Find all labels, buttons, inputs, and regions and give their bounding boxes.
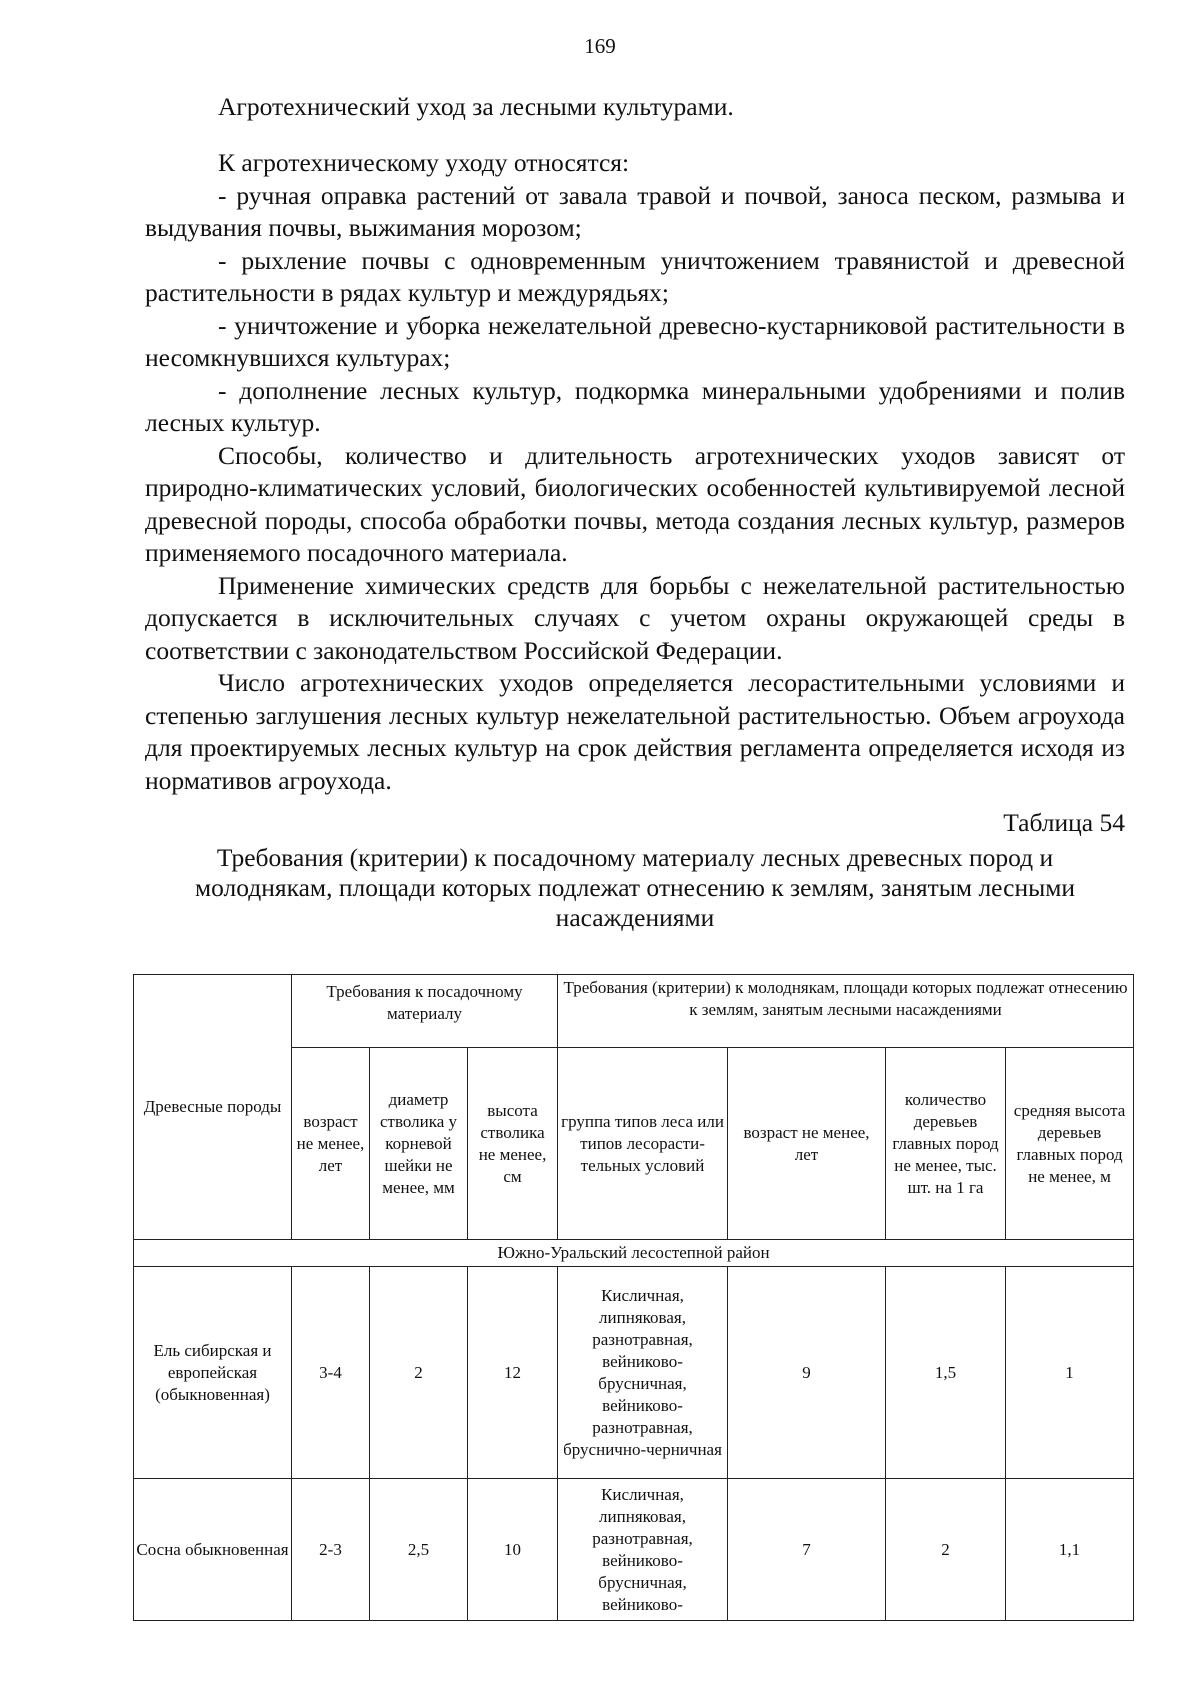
requirements-table (133, 974, 1134, 1621)
header-height: высота стволика не менее, см (468, 1048, 558, 1240)
cell-height: 10 (468, 1479, 558, 1621)
header-diameter: диаметр стволика у корневой шейки не менее, мм (370, 1048, 468, 1240)
cell-count: 1,5 (886, 1267, 1006, 1479)
cell-count: 2 (886, 1479, 1006, 1621)
intro-line: К агротехническому уходу относятся: (218, 148, 630, 177)
table-title: Требования (критерии) к посадочному материалу лесных древесных пород и молоднякам, площади которых подлежат отнесению к землям, занятым лесными насаждениями (194, 843, 1076, 932)
cell-diameter: 2,5 (370, 1479, 468, 1621)
cell-age: 2-3 (292, 1479, 370, 1621)
cell-species: Сосна обыкновенная (134, 1479, 292, 1621)
cell-young-age: 9 (728, 1267, 886, 1479)
cell-forest-type: Кисличная, липняковая, разнотравная, вейниково-брусничная, вейниково-разнотравная, бруснично-черничная (558, 1267, 728, 1479)
body-text (145, 147, 1125, 797)
section-heading: Агротехнический уход за лесными культурами. (218, 92, 734, 121)
cell-age: 3-4 (292, 1267, 370, 1479)
header-count: количество деревьев главных пород не менее, тыс. шт. на 1 га (886, 1048, 1006, 1240)
cell-young-age: 7 (728, 1479, 886, 1621)
region-row: Южно-Уральский лесостепной район (134, 1240, 1134, 1267)
list-item: - ручная оправка растений от завала травой и почвой, заноса песком, размыва и выдувания почвы, выжимания морозом; (145, 180, 1125, 242)
cell-avg-height: 1,1 (1006, 1479, 1134, 1621)
paragraph: Способы, количество и длительность агротехнических уходов зависят от природно-климатических условий, биологических особенностей культивируемой лесной древесной породы, способа обработки почвы, метода создания лесных культур, размеров применяемого посадочного материала. (145, 440, 1125, 567)
cell-avg-height: 1 (1006, 1267, 1134, 1479)
table-number: Таблица 54 (1003, 808, 1125, 837)
cell-species: Ель сибирская и европейская (обыкновенная) (134, 1267, 292, 1479)
header-group-planting: Требования к посадочному материалу (292, 975, 558, 1048)
table-row (134, 1479, 1134, 1621)
paragraph: Число агротехнических уходов определяется лесорастительными условиями и степенью заглушения лесных культур нежелательной растительностью. Объем агроухода для проектируемых лесных культур на срок действия регламента определяется исходя из нормативов агроухода. (145, 668, 1125, 795)
list-item: - рыхление почвы с одновременным уничтожением травянистой и древесной растительности в рядах культур и междурядьях; (145, 245, 1125, 307)
header-young-age: возраст не менее, лет (728, 1048, 886, 1240)
header-age: возраст не менее, лет (292, 1048, 370, 1240)
header-group-young: Требования (критерии) к молоднякам, площади которых подлежат отнесению к землям, занятым лесными насаждениями (558, 975, 1134, 1048)
list-item: - дополнение лесных культур, подкормка минеральными удобрениями и полив лесных культур. (145, 375, 1125, 437)
page-number: 169 (584, 34, 616, 58)
header-species: Древесные породы (134, 975, 292, 1240)
header-forest-type: группа типов леса или типов лесорасти-тельных условий (558, 1048, 728, 1240)
cell-diameter: 2 (370, 1267, 468, 1479)
cell-height: 12 (468, 1267, 558, 1479)
paragraph: Применение химических средств для борьбы с нежелательной растительностью допускается в исключительных случаях с учетом охраны окружающей среды в соответствии с законодательством Российской Федерации. (145, 570, 1125, 665)
list-item: - уничтожение и уборка нежелательной древесно-кустарниковой растительности в несомкнувшихся культурах; (145, 310, 1125, 372)
cell-forest-type: Кисличная, липняковая, разнотравная, вейниково-брусничная, вейниково- (558, 1479, 728, 1621)
header-avg-height: средняя высота деревьев главных пород не менее, м (1006, 1048, 1134, 1240)
table-row (134, 1267, 1134, 1479)
